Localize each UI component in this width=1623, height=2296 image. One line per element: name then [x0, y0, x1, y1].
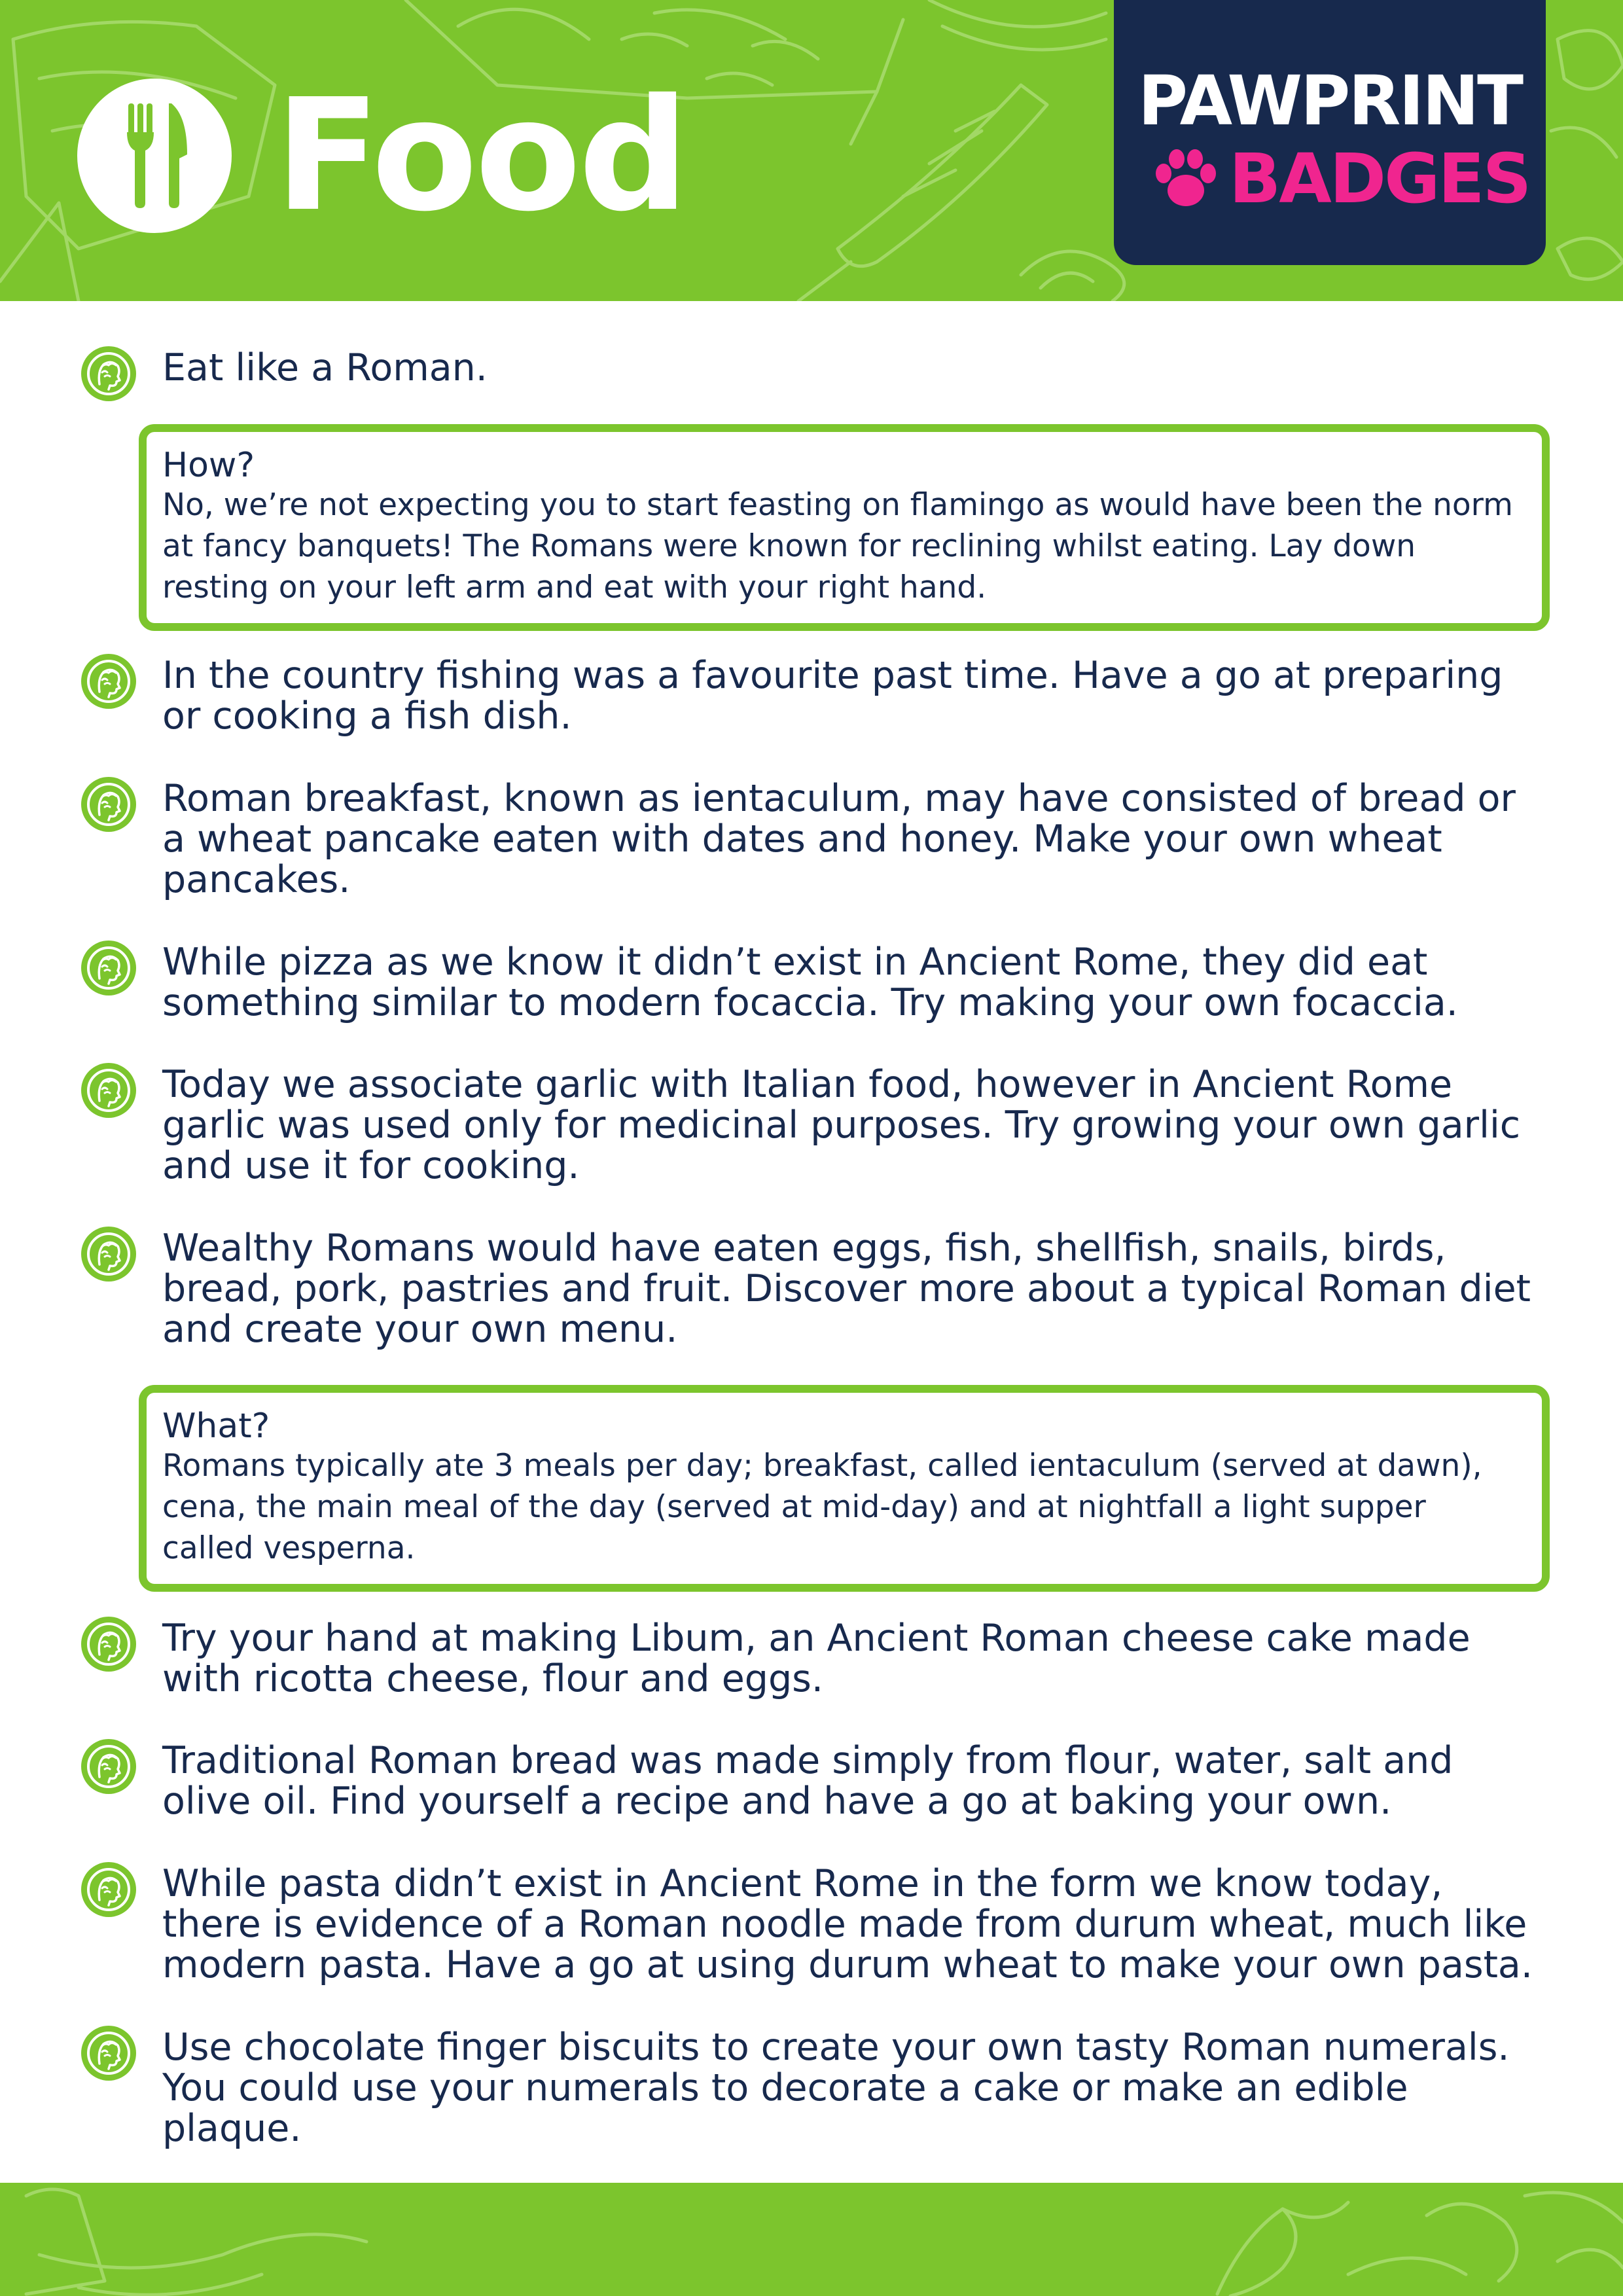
logo-line2-row	[1153, 139, 1530, 219]
infobox-how	[139, 424, 1550, 631]
roman-head-icon	[80, 345, 137, 403]
logo-line2: BADGES	[1229, 139, 1530, 219]
roman-head-icon	[80, 1738, 137, 1795]
roman-head-icon	[80, 1062, 137, 1119]
roman-head-icon	[80, 776, 137, 833]
item-text: Eat like a Roman.	[162, 346, 488, 389]
item-text: While pasta didn’t exist in Ancient Rome in the form we know today, there is evidence of a Roman noodle made from durum wheat, much like modern pasta. Have a go at using durum wheat to make your own pasta.	[162, 1862, 1533, 1986]
title-block	[77, 65, 687, 245]
roman-head-icon	[80, 1615, 137, 1673]
infobox-heading: How?	[162, 446, 255, 485]
roman-head-icon	[80, 939, 137, 997]
footer-band	[0, 2183, 1623, 2296]
item-text: While pizza as we know it didn’t exist in Ancient Rome, they did eat something similar to modern focaccia. Try making your own focaccia.	[162, 941, 1458, 1024]
item-text: In the country fishing was a favourite past time. Have a go at preparing or cooking a fish dish.	[162, 654, 1503, 738]
roman-head-icon	[80, 653, 137, 710]
infobox-heading: What?	[162, 1407, 270, 1446]
item-text: Today we associate garlic with Italian food, however in Ancient Rome garlic was used only for medicinal purposes. Try growing your own garlic and use it for cooking.	[162, 1063, 1521, 1187]
item-text: Traditional Roman bread was made simply from flour, water, salt and olive oil. Find yourself a recipe and have a go at baking your own.	[162, 1739, 1454, 1823]
infobox-what	[139, 1385, 1550, 1592]
fork-knife-icon	[77, 79, 232, 233]
pawprint-badges-logo	[1114, 0, 1546, 265]
roman-head-icon	[80, 2024, 137, 2082]
item-text: Roman breakfast, known as ientaculum, may have consisted of bread or a wheat pancake eaten with dates and honey. Make your own wheat pancakes.	[162, 777, 1516, 901]
logo-line1: PAWPRINT	[1137, 61, 1522, 141]
infobox-body: No, we’re not expecting you to start feasting on flamingo as would have been the norm at fancy banquets! The Romans were known for reclining whilst eating. Lay down resting on your left arm and eat with your right hand.	[162, 487, 1513, 605]
item-text: Try your hand at making Libum, an Ancient Roman cheese cake made with ricotta cheese, flour and eggs.	[162, 1617, 1471, 1700]
doodle-pattern	[0, 2183, 1623, 2296]
item-text: Wealthy Romans would have eaten eggs, fish, shellfish, snails, birds, bread, pork, pastries and fruit. Discover more about a typical Roman diet and create your own menu.	[162, 1227, 1531, 1351]
roman-head-icon	[80, 1861, 137, 1918]
roman-head-icon	[80, 1225, 137, 1283]
paw-print-icon	[1153, 149, 1219, 209]
header-band	[0, 0, 1623, 301]
page-title: Food	[275, 65, 687, 245]
infobox-body: Romans typically ate 3 meals per day; breakfast, called ientaculum (served at dawn), cena, the main meal of the day (served at mid-day) and at nightfall a light supper called vesperna.	[162, 1448, 1482, 1566]
item-text: Use chocolate finger biscuits to create your own tasty Roman numerals. You could use your numerals to decorate a cake or make an edible plaque.	[162, 2026, 1510, 2150]
